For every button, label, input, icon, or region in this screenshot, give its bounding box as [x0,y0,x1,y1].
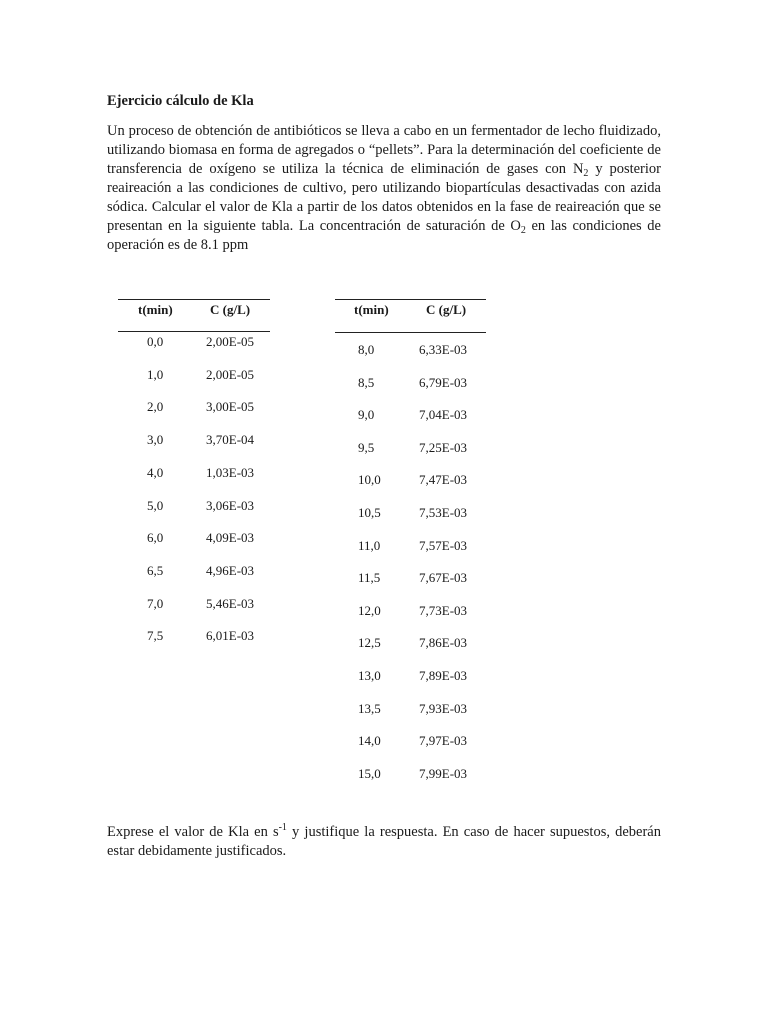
cell-time: 13,5 [358,700,381,716]
statement-text-2: y posterior reaireación a las condiciones de cultivo, pero utilizando biopartículas desactivadas con azida sódica. Calcular el valor de Kla a partir de los datos obtenidos en la fase de reaireación que se presentan en la siguiente tabla. La concentración de saturación de O [107,161,661,234]
header-concentration: C (g/L) [210,302,251,317]
cell-time: 12,5 [358,635,381,651]
table-top-rule [118,299,270,300]
cell-concentration: 7,93E-03 [419,700,468,716]
cell-concentration: 2,00E-05 [206,366,255,382]
n2-subscript: 2 [583,168,589,179]
cell-concentration: 7,04E-03 [419,407,468,423]
o2-subscript: 2 [520,225,526,236]
cell-concentration: 2,00E-05 [206,334,255,349]
cell-time: 9,5 [358,439,375,455]
cell-concentration: 7,73E-03 [419,602,468,618]
cell-time: 0,0 [147,334,164,349]
cell-time: 7,5 [147,628,164,644]
cell-concentration: 7,25E-03 [419,439,468,455]
statement-text-3: en las condiciones de operación es de 8.1 ppm [107,218,661,253]
cell-concentration: 7,99E-03 [419,765,468,781]
cell-concentration: 7,86E-03 [419,635,468,651]
cell-time: 6,0 [147,530,164,546]
cell-time: 12,0 [358,602,381,618]
header-concentration: C (g/L) [426,302,467,317]
cell-concentration: 3,00E-05 [206,399,255,415]
cell-time: 10,0 [358,472,381,488]
cell-concentration: 6,79E-03 [419,374,468,390]
exercise-title: Ejercicio cálculo de Kla [107,93,254,109]
cell-time: 2,0 [147,399,164,415]
cell-time: 5,0 [147,497,164,513]
statement-text-1: Un proceso de obtención de antibióticos se lleva a cabo en un fermentador de lecho fluidizado, utilizando biomasa en forma de agregados o “pellets”. Para la determinación del coeficiente de transferencia de oxígeno se utiliza la técnica de eliminación de gases con N [107,123,661,177]
table-header-rule [118,331,270,332]
data-table-right [335,299,486,789]
cell-time: 13,0 [358,668,381,683]
cell-concentration: 5,46E-03 [206,595,255,611]
instructions-text-1: Exprese el valor de Kla en s [107,824,279,840]
inverse-seconds-superscript: -1 [278,822,287,833]
cell-time: 7,0 [147,595,164,611]
cell-time: 9,0 [358,407,375,423]
cell-concentration: 6,33E-03 [419,342,468,357]
header-time: t(min) [138,302,173,317]
cell-concentration: 3,70E-04 [206,432,255,448]
cell-time: 15,0 [358,765,381,781]
table-top-rule [335,299,486,300]
cell-time: 14,0 [358,733,381,749]
cell-concentration: 7,47E-03 [419,472,468,488]
cell-time: 11,0 [358,537,381,553]
instructions [107,823,661,861]
cell-time: 3,0 [147,432,164,448]
cell-concentration: 4,96E-03 [206,562,255,578]
cell-time: 8,0 [358,342,375,357]
cell-concentration: 7,97E-03 [419,733,468,749]
cell-time: 6,5 [147,562,164,578]
instructions-text-2: y justifique la respuesta. En caso de hacer supuestos, deberán estar debidamente justificados. [107,824,661,859]
cell-concentration: 7,67E-03 [419,570,468,586]
cell-concentration: 7,57E-03 [419,537,468,553]
cell-concentration: 6,01E-03 [206,628,255,644]
cell-time: 4,0 [147,464,164,480]
cell-concentration: 3,06E-03 [206,497,255,513]
cell-concentration: 7,89E-03 [419,668,468,683]
cell-time: 11,5 [358,570,381,586]
problem-statement [107,122,661,255]
cell-time: 10,5 [358,505,381,520]
cell-concentration: 4,09E-03 [206,530,255,546]
cell-concentration: 1,03E-03 [206,464,255,480]
header-time: t(min) [354,302,389,317]
table-header-rule [335,332,486,333]
cell-time: 8,5 [358,374,375,390]
data-table-left [118,299,270,659]
cell-concentration: 7,53E-03 [419,505,468,520]
cell-time: 1,0 [147,366,164,382]
